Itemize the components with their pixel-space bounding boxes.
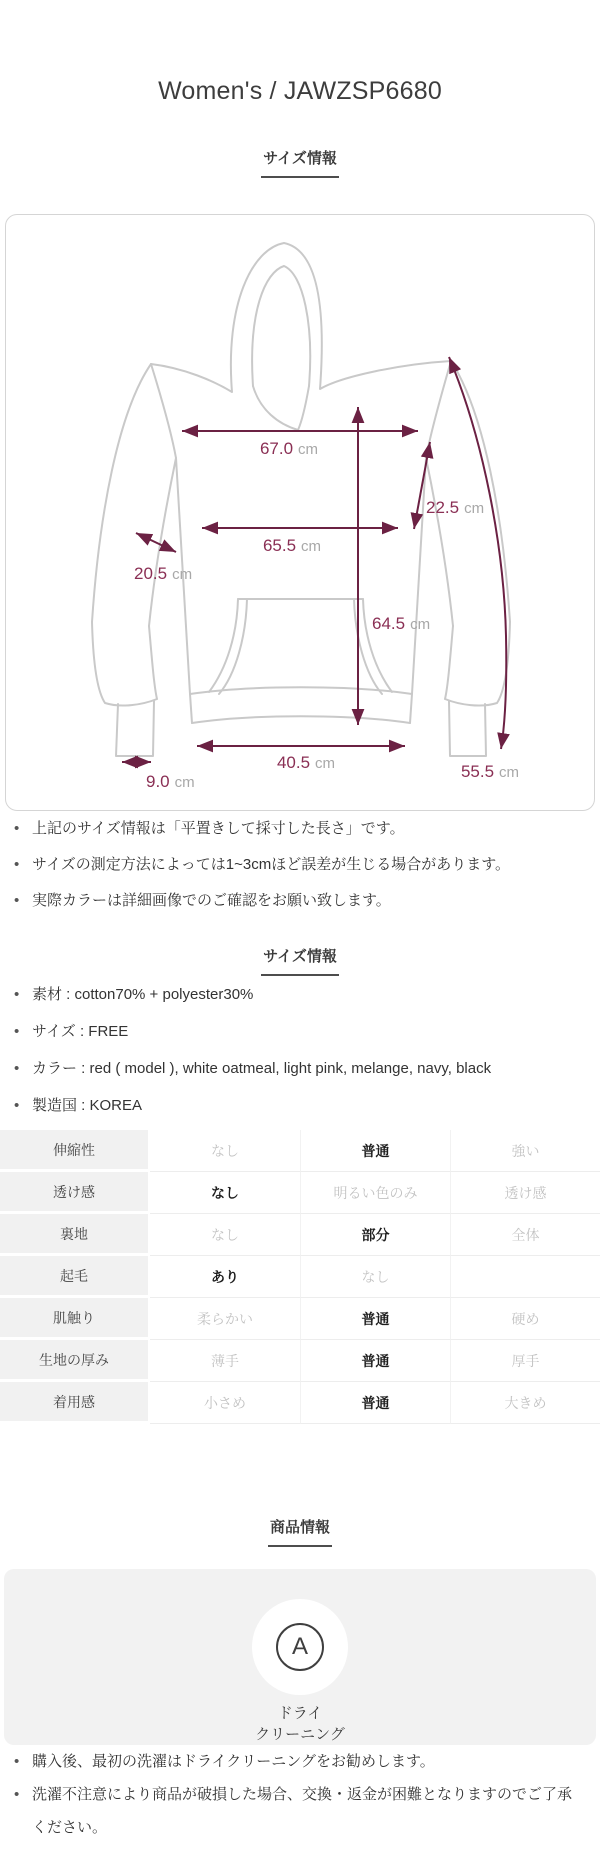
list-item: • 実際カラーは詳細画像でのご確認をお願い致します。 [0,883,600,919]
sleeve-length-arrow [449,357,506,749]
attr-option: 柔らかい [150,1298,300,1340]
attr-option-selected: 普通 [300,1130,450,1172]
size-diagram-panel [5,214,595,811]
cuff-right-ribbing [449,701,486,756]
sleeve-right-outer [451,361,510,622]
attr-option-selected: 普通 [300,1340,450,1382]
care-label-line1: ドライ [277,1705,323,1722]
attr-row-label: 肌触り [0,1298,150,1340]
attr-option [450,1256,600,1298]
page-title: Women's / JAWZSP6680 [158,77,442,105]
attr-row-label: 裏地 [0,1214,150,1256]
sleeve-length-label: 55.5 cm [460,762,520,781]
sleeve-left-outer [92,364,151,622]
product-info-panel [4,1569,596,1745]
list-item: • 上記のサイズ情報は「平置きして採寸した長さ」です。 [0,811,600,847]
hem-band-bottom [192,716,410,723]
measurement-labels [134,439,519,791]
attr-option: 明るい色のみ [300,1172,450,1214]
hood-outer-and-shoulders [151,243,451,392]
sleeve-right-inner [426,458,453,626]
pocket-left-edge [209,599,247,694]
list-item: • サイズの測定方法によっては1~3cmほど誤差が生じる場合があります。 [0,847,600,883]
hood-drape-left [253,386,298,430]
cuff-left [92,622,157,706]
list-item: • 素材 : cotton70% + polyester30% [0,976,600,1013]
shoulder-width-label: 67.0 cm [259,439,319,458]
total-length-label: 64.5 cm [372,614,431,633]
cuff-left-ribbing [116,701,154,756]
chest-width-label: 65.5 cm [262,536,322,555]
attr-option: なし [150,1214,300,1256]
size-diagram-section-header: サイズ情報 [261,147,339,178]
attr-option: 小さめ [150,1382,300,1424]
size-info-section-header: サイズ情報 [261,945,339,976]
attr-option: 強い [450,1130,600,1172]
list-item: • 製造国 : KOREA [0,1087,600,1124]
care-label-line2: クリーニング [255,1726,345,1743]
attr-option: なし [300,1256,450,1298]
list-item: • カラー : red ( model ), white oatmeal, light pink, melange, navy, black [0,1050,600,1087]
attr-row-label: 伸縮性 [0,1130,150,1172]
hood-inner [252,266,310,386]
attr-option: 硬め [450,1298,600,1340]
armhole-label: 22.5 cm [426,498,485,517]
hood-drape-right [298,386,309,430]
product-info-notes [0,1745,600,1844]
attr-option-selected: なし [150,1172,300,1214]
attr-row-label: 起毛 [0,1256,150,1298]
product-info-section-header: 商品情報 [268,1516,332,1547]
attributes-table [0,1130,600,1424]
attr-option-selected: 普通 [300,1382,450,1424]
care-label [255,1703,345,1745]
hem-width-label: 40.5 cm [276,753,336,772]
list-item: • サイズ : FREE [0,1013,600,1050]
circle-a-care-symbol: A [276,1623,324,1671]
size-info-details [0,976,600,1124]
attr-option-selected: 普通 [300,1298,450,1340]
sleeve-width-label: 20.5 cm [134,564,193,583]
attr-row-label: 透け感 [0,1172,150,1214]
sleeve-width-arrow [136,533,176,552]
list-item: • 洗濯不注意により商品が破損した場合、交換・返金が困難となりますのでご了承ください。 [0,1778,600,1844]
attr-option: 厚手 [450,1340,600,1382]
attr-row-label: 生地の厚み [0,1340,150,1382]
attr-option: 大きめ [450,1382,600,1424]
body-side-left [151,364,190,694]
attr-row-label: 着用感 [0,1382,150,1424]
dry-cleaning-icon [252,1599,348,1695]
list-item: • 購入後、最初の洗濯はドライクリーニングをお勧めします。 [0,1745,600,1778]
attr-option: 全体 [450,1214,600,1256]
attr-option: なし [150,1130,300,1172]
hoodie-measurement-diagram [6,215,594,810]
attr-option: 透け感 [450,1172,600,1214]
attr-option: 薄手 [150,1340,300,1382]
attr-option-selected: 部分 [300,1214,450,1256]
cuff-width-label: 9.0 cm [146,772,195,791]
size-diagram-notes [0,811,600,919]
attr-option-selected: あり [150,1256,300,1298]
cuff-right [445,622,510,706]
body-side-right [412,361,451,694]
